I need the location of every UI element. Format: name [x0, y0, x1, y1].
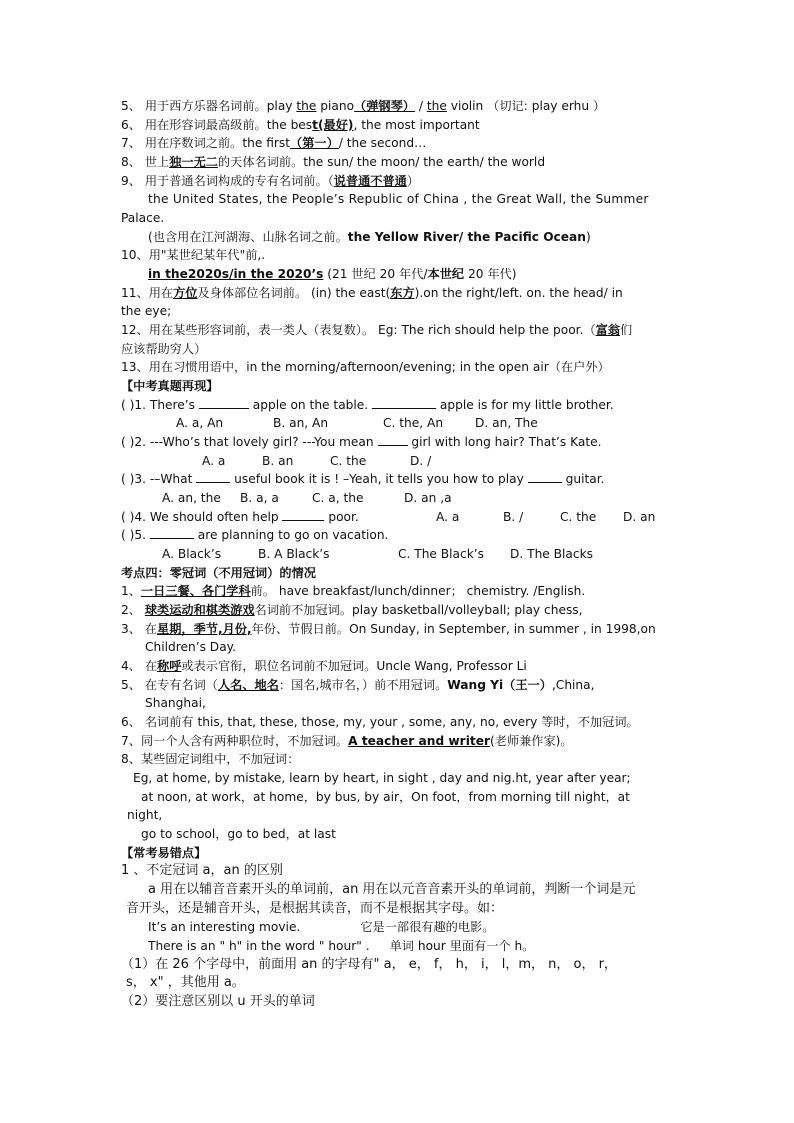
option: C. The Black’s	[398, 547, 484, 561]
zero-article-rule-8-example-2: at noon, at work，at home，by bus, by air，On foot，from morning till night，at	[141, 790, 630, 804]
option: B. a, a	[240, 491, 279, 505]
rule-9-example-2: Palace.	[121, 211, 165, 225]
option: A. a	[202, 454, 226, 468]
rule-9: 9、 用于普通名词构成的专有名词前。（说普通不普通）	[121, 174, 420, 188]
option: C. a, the	[312, 491, 364, 505]
zero-article-rule-6: 6、 名词前有 this, that, these, those, my, your , some, any, no, every 等时，不加冠词。	[121, 715, 639, 729]
zero-article-rule-3-cont: Children’s Day.	[145, 640, 237, 654]
rule-11-cont: the eye;	[121, 304, 172, 318]
answer-paren[interactable]: ( )	[121, 398, 135, 412]
option: A. a, An	[176, 416, 224, 430]
option: D. The Blacks	[510, 547, 593, 561]
answer-paren[interactable]: ( )	[121, 528, 135, 542]
option: B. an	[262, 454, 294, 468]
rule-5: 5、 用于西方乐器名词前。play the piano（弹钢琴） / the violin （切记: play erhu ）	[121, 99, 606, 113]
zero-article-rule-2: 2、 球类运动和棋类游戏名词前不加冠词。play basketball/volleyball; play chess,	[121, 603, 583, 617]
errors-paragraph-2: 音开头，还是辅音开头，是根据其读音，而不是根据其字母。如：	[126, 901, 504, 916]
rule-6: 6、 用在形容词最高级前。the best(最好), the most important	[121, 118, 480, 132]
option: D. an, The	[475, 416, 538, 430]
rule-11: 11、用在方位及身体部位名词前。 (in) the east(东方).on the right/left. on. the head/ in	[121, 286, 623, 300]
answer-paren[interactable]: ( )	[121, 472, 135, 486]
answer-blank[interactable]	[199, 396, 249, 409]
zero-article-rule-8: 8、某些固定词组中，不加冠词：	[121, 752, 300, 766]
option: B. /	[503, 510, 524, 524]
option: B. A Black’s	[258, 547, 330, 561]
zero-article-rule-1: 1、一日三餐、各门学科前。 have breakfast/lunch/dinner； chemistry. /English.	[121, 584, 586, 598]
option: D. an	[623, 510, 656, 524]
errors-rule-2: （2）要注意区别以 u 开头的单词	[121, 994, 315, 1009]
zero-article-rule-8-example-3: night,	[127, 808, 163, 822]
errors-point-1: 1 、不定冠词 a，an 的区别	[121, 863, 283, 878]
option: D. /	[410, 454, 432, 468]
zero-article-rule-5: 5、 在专有名词（人名、地名：国名,城市名，）前不用冠词。Wang Yi（王一）,China,	[121, 678, 595, 692]
errors-paragraph-1: a 用在以辅音音素开头的单词前，an 用在以元音音素开头的单词前，判断一个词是元	[148, 882, 636, 897]
question-4: ( )4. We should often help poor.	[121, 510, 359, 524]
question-2: ( )2. ---Who’s that lovely girl? ---You mean girl with long hair? That’s Kate.	[121, 435, 602, 449]
option: D. an ,a	[404, 491, 452, 505]
option: C. the, An	[383, 416, 444, 430]
question-5: ( )5. are planning to go on vacation.	[121, 528, 389, 542]
section-heading-exam-questions: 【中考真题再现】	[121, 379, 219, 393]
errors-example-2: There is an " h" in the word " hour" . 单词 hour 里面有一个 h。	[148, 939, 535, 953]
question-3: ( )3. -–What useful book it is ! –Yeah, it tells you how to play guitar.	[121, 472, 605, 486]
answer-paren[interactable]: ( )	[121, 510, 135, 524]
option: A. Black’s	[162, 547, 222, 561]
rule-12: 12、用在某些形容词前，表一类人（表复数）。 Eg: The rich should help the poor.（富翁们	[121, 323, 633, 337]
rule-9-example-1: the United States, the People’s Republic of China , the Great Wall, the Summer	[148, 192, 649, 206]
option: C. the	[560, 510, 597, 524]
answer-blank[interactable]	[528, 470, 562, 483]
answer-paren[interactable]: ( )	[121, 435, 135, 449]
errors-example-1: It’s an interesting movie. 它是一部很有趣的电影。	[148, 920, 495, 934]
answer-blank[interactable]	[372, 396, 436, 409]
section-heading-common-errors: 【常考易错点】	[121, 846, 207, 860]
option: A. an, the	[162, 491, 221, 505]
option: A. a	[436, 510, 460, 524]
answer-blank[interactable]	[282, 508, 324, 521]
errors-rule-1-cont: s， x" ，其他用 a。	[126, 975, 245, 990]
errors-rule-1: （1）在 26 个字母中，前面用 an 的字母有" a， e， f， h， i， l，m， n， o， r，	[121, 957, 617, 972]
rule-13: 13、用在习惯用语中，in the morning/afternoon/evening; in the open air（在户外）	[121, 360, 610, 374]
zero-article-rule-7: 7、同一个人含有两种职位时，不加冠词。A teacher and writer(老师兼作家)。	[121, 734, 573, 748]
answer-blank[interactable]	[378, 433, 408, 446]
rule-7: 7、 用在序数词之前。the first（第一）/ the second…	[121, 136, 427, 150]
rule-8: 8、 世上独一无二的天体名词前。the sun/ the moon/ the earth/ the world	[121, 155, 546, 169]
rule-10: 10、用"某世纪某年代"前,.	[121, 248, 266, 262]
question-1: ( )1. There’s apple on the table. apple is for my little brother.	[121, 398, 614, 412]
rule-12-cont: 应该帮助穷人）	[121, 342, 207, 356]
section-heading-zero-article: 考点四：零冠词（不用冠词）的情况	[121, 566, 316, 580]
zero-article-rule-5-cont: Shanghai,	[145, 696, 206, 710]
zero-article-rule-8-example-4: go to school，go to bed，at last	[141, 827, 336, 841]
zero-article-rule-3: 3、 在星期，季节,月份,年份、节假日前。On Sunday, in September, in summer , in 1998,on	[121, 622, 656, 636]
zero-article-rule-8-example-1: Eg, at home, by mistake, learn by heart, in sight , day and nig.ht, year after year;	[133, 771, 631, 785]
answer-blank[interactable]	[150, 526, 194, 539]
answer-blank[interactable]	[196, 470, 230, 483]
rule-10-example: in the2020s/in the 2020’s (21 世纪 20 年代/本世纪 20 年代)	[148, 267, 517, 281]
zero-article-rule-4: 4、 在称呼或表示官衔，职位名词前不加冠词。Uncle Wang, Professor Li	[121, 659, 527, 673]
option: B. an, An	[273, 416, 329, 430]
rule-9-note: (也含用在江河湖海、山脉名词之前。the Yellow River/ the Pacific Ocean)	[148, 230, 591, 244]
option: C. the	[330, 454, 367, 468]
